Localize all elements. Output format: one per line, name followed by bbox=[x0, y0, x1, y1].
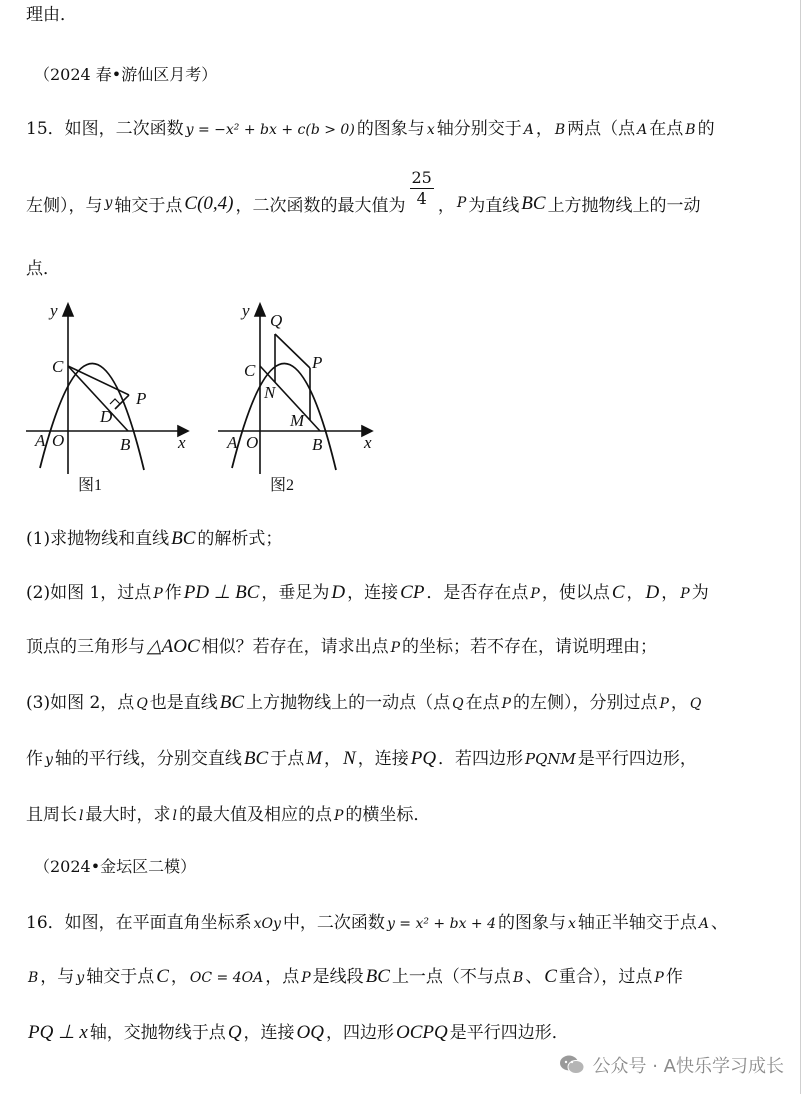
wechat-watermark bbox=[559, 1052, 784, 1078]
fig2-label-A: A bbox=[227, 433, 238, 452]
q15-part2-line2: 顶点的三角形与 △AOC 相似？若存在，请求出点 P 的坐标；若不存在，请说明理由； bbox=[26, 636, 658, 657]
fig2-label-C: C bbox=[244, 361, 256, 380]
q15-line-2: 左侧），与 $_y$ 轴交于点 C(0,4) ，二次函数的最大值为 $\frac{25}{4}$ ， $_P$ 为直线 BC 上方抛物线上的一动 bbox=[26, 168, 701, 216]
watermark-text: 公众号 · A快乐学习成长 bbox=[592, 1056, 784, 1077]
fig2-label-N: N bbox=[264, 383, 276, 402]
fig1-line-CP bbox=[68, 366, 129, 395]
fig2-label-P: P bbox=[312, 353, 323, 372]
fig1-label-O: O bbox=[52, 431, 65, 450]
fig1-line-CB bbox=[68, 366, 128, 431]
fig2-caption: 图2 bbox=[270, 477, 295, 494]
fraction-25-4: $\frac{25}{4}$ bbox=[411, 168, 432, 208]
q15-part3-line1: (3)如图 2，点 Q 也是直线 BC 上方抛物线上的一动点（点 Q 在点 P 的左侧），分别过点 P ， Q bbox=[26, 692, 702, 713]
q16-line-2: B ，与 y 轴交于点 C ， OC = 4OA ，点 P 是线段 BC 上一点（不与点 B 、 C 重合），过点 P 作 bbox=[28, 966, 683, 987]
q16-line-3: PQ ⊥ x 轴，交抛物线于点 Q ，连接 OQ ，四边形 OCPQ 是平行四边形． bbox=[28, 1022, 569, 1043]
fig1-parabola bbox=[40, 363, 147, 470]
fig2-line-QP bbox=[275, 334, 310, 368]
fig1-label-A: A bbox=[35, 431, 46, 450]
q15-part1: (1)求抛物线和直线 BC 的解析式； bbox=[26, 528, 283, 549]
fig2-label-B: B bbox=[312, 435, 323, 454]
figure-1 bbox=[20, 298, 200, 498]
source-tag-2: （2024•金坛区二模） bbox=[34, 857, 197, 876]
fig2-label-x: x bbox=[364, 433, 372, 452]
source-tag-1: （2024 春•游仙区月考） bbox=[34, 65, 218, 84]
fig1-caption: 图1 bbox=[78, 477, 103, 494]
fig1-label-B: B bbox=[120, 435, 131, 454]
fig1-label-D: D bbox=[100, 407, 113, 426]
text-line-reason: 理由． bbox=[26, 5, 77, 25]
q15-line-1: 15．如图，二次函数 y = −x² + bx + c(b > 0) 的图象与 x 轴分别交于 A ， B 两点（点 A 在点 B 的 bbox=[26, 119, 715, 139]
fig2-label-Q: Q bbox=[270, 311, 283, 330]
fig2-y-arrow bbox=[255, 304, 265, 316]
q15-line-3: 点． bbox=[26, 259, 60, 279]
fig1-right-angle-mark bbox=[110, 399, 120, 404]
fig2-label-M: M bbox=[290, 411, 305, 430]
fig1-label-y: y bbox=[50, 301, 58, 320]
q15-part3-line2: 作 y 轴的平行线，分别交直线 BC 于点 M ， N ，连接 PQ ．若四边形 PQNM 是平行四边形， bbox=[26, 748, 697, 769]
fig1-y-arrow bbox=[63, 304, 73, 316]
fig1-label-x: x bbox=[178, 433, 186, 452]
q15-part2-line1: (2)如图 1，过点 P 作 PD ⊥ BC ，垂足为 D ，连接 CP ．是否存在点 P ，使以点 C ， D ， P 为 bbox=[26, 582, 709, 603]
figure-2 bbox=[212, 298, 392, 498]
fig1-label-P: P bbox=[136, 389, 147, 408]
q16-line-1: 16．如图，在平面直角坐标系 xOy 中，二次函数 y = x² + bx + 4 的图象与 x 轴正半轴交于点 A 、 bbox=[26, 913, 729, 933]
fig2-label-y: y bbox=[242, 301, 250, 320]
fig2-label-O: O bbox=[246, 433, 259, 452]
wechat-icon bbox=[559, 1054, 585, 1076]
q15-part3-line3: 且周长 l 最大时，求 l 的最大值及相应的点 P 的横坐标． bbox=[26, 805, 431, 825]
fig1-label-C: C bbox=[52, 357, 64, 376]
